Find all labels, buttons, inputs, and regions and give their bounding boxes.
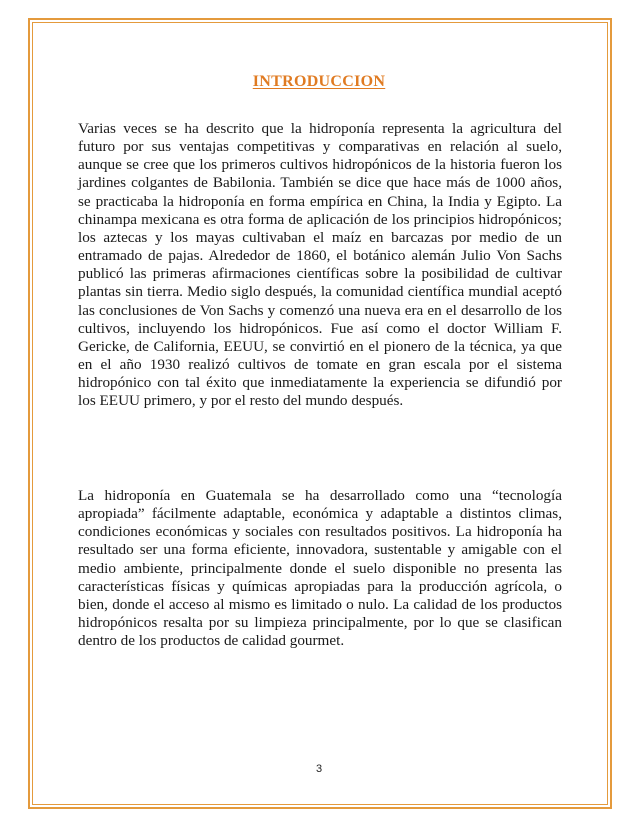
paragraph-1: Varias veces se ha descrito que la hidroponía representa la agricultura del futuro por sus ventajas competitivas y comparativas en relación al suelo, aunque se cree que los primeros cultivos hidropónicos de la historia fueron los jardines colgantes de Babilonia. También se dice que hace más de 1000 años, se practicaba la hidroponía en forma empírica en China, la India y Egipto. La chinampa mexicana es otra forma de aplicación de los principios hidropónicos; los aztecas y los mayas cultivaban el maíz en barcazas por medio de un entramado de pajas. Alrededor de 1860, el botánico alemán Julio Von Sachs publicó las primeras afirmaciones científicas sobre la posibilidad de cultivar plantas sin tierra. Medio siglo después, la comunidad científica mundial aceptó las conclusiones de Von Sachs y comenzó una nueva era en el desarrollo de los cultivos, incluyendo los hidropónicos. Fue así como el doctor William F. Gericke, de California, EEUU, se convirtió en el pionero de la técnica, ya que en el año 1930 realizó cultivos de tomate en gran escala por el sistema hidropónico con tal éxito que inmediatamente la experiencia se difundió por los EEUU primero, y por el resto del mundo después. <box>78 120 562 410</box>
page-number: 3 <box>315 763 323 775</box>
page-title: INTRODUCCION <box>252 73 386 90</box>
paragraph-2: La hidroponía en Guatemala se ha desarrollado como una “tecnología apropiada” fácilmente adaptable, económica y adaptable a distintos climas, condiciones económicas y sociales con resultados positivos. La hidroponía ha resultado ser una forma eficiente, innovadora, sustentable y amigable con el medio ambiente, principalmente donde el suelo disponible no presenta las características físicas y químicas apropiadas para la producción agrícola, o bien, donde el acceso al mismo es limitado o nulo. La calidad de los productos hidropónicos resalta por su limpieza principalmente, por lo que se clasifican dentro de los productos de calidad gourmet. <box>78 487 562 650</box>
